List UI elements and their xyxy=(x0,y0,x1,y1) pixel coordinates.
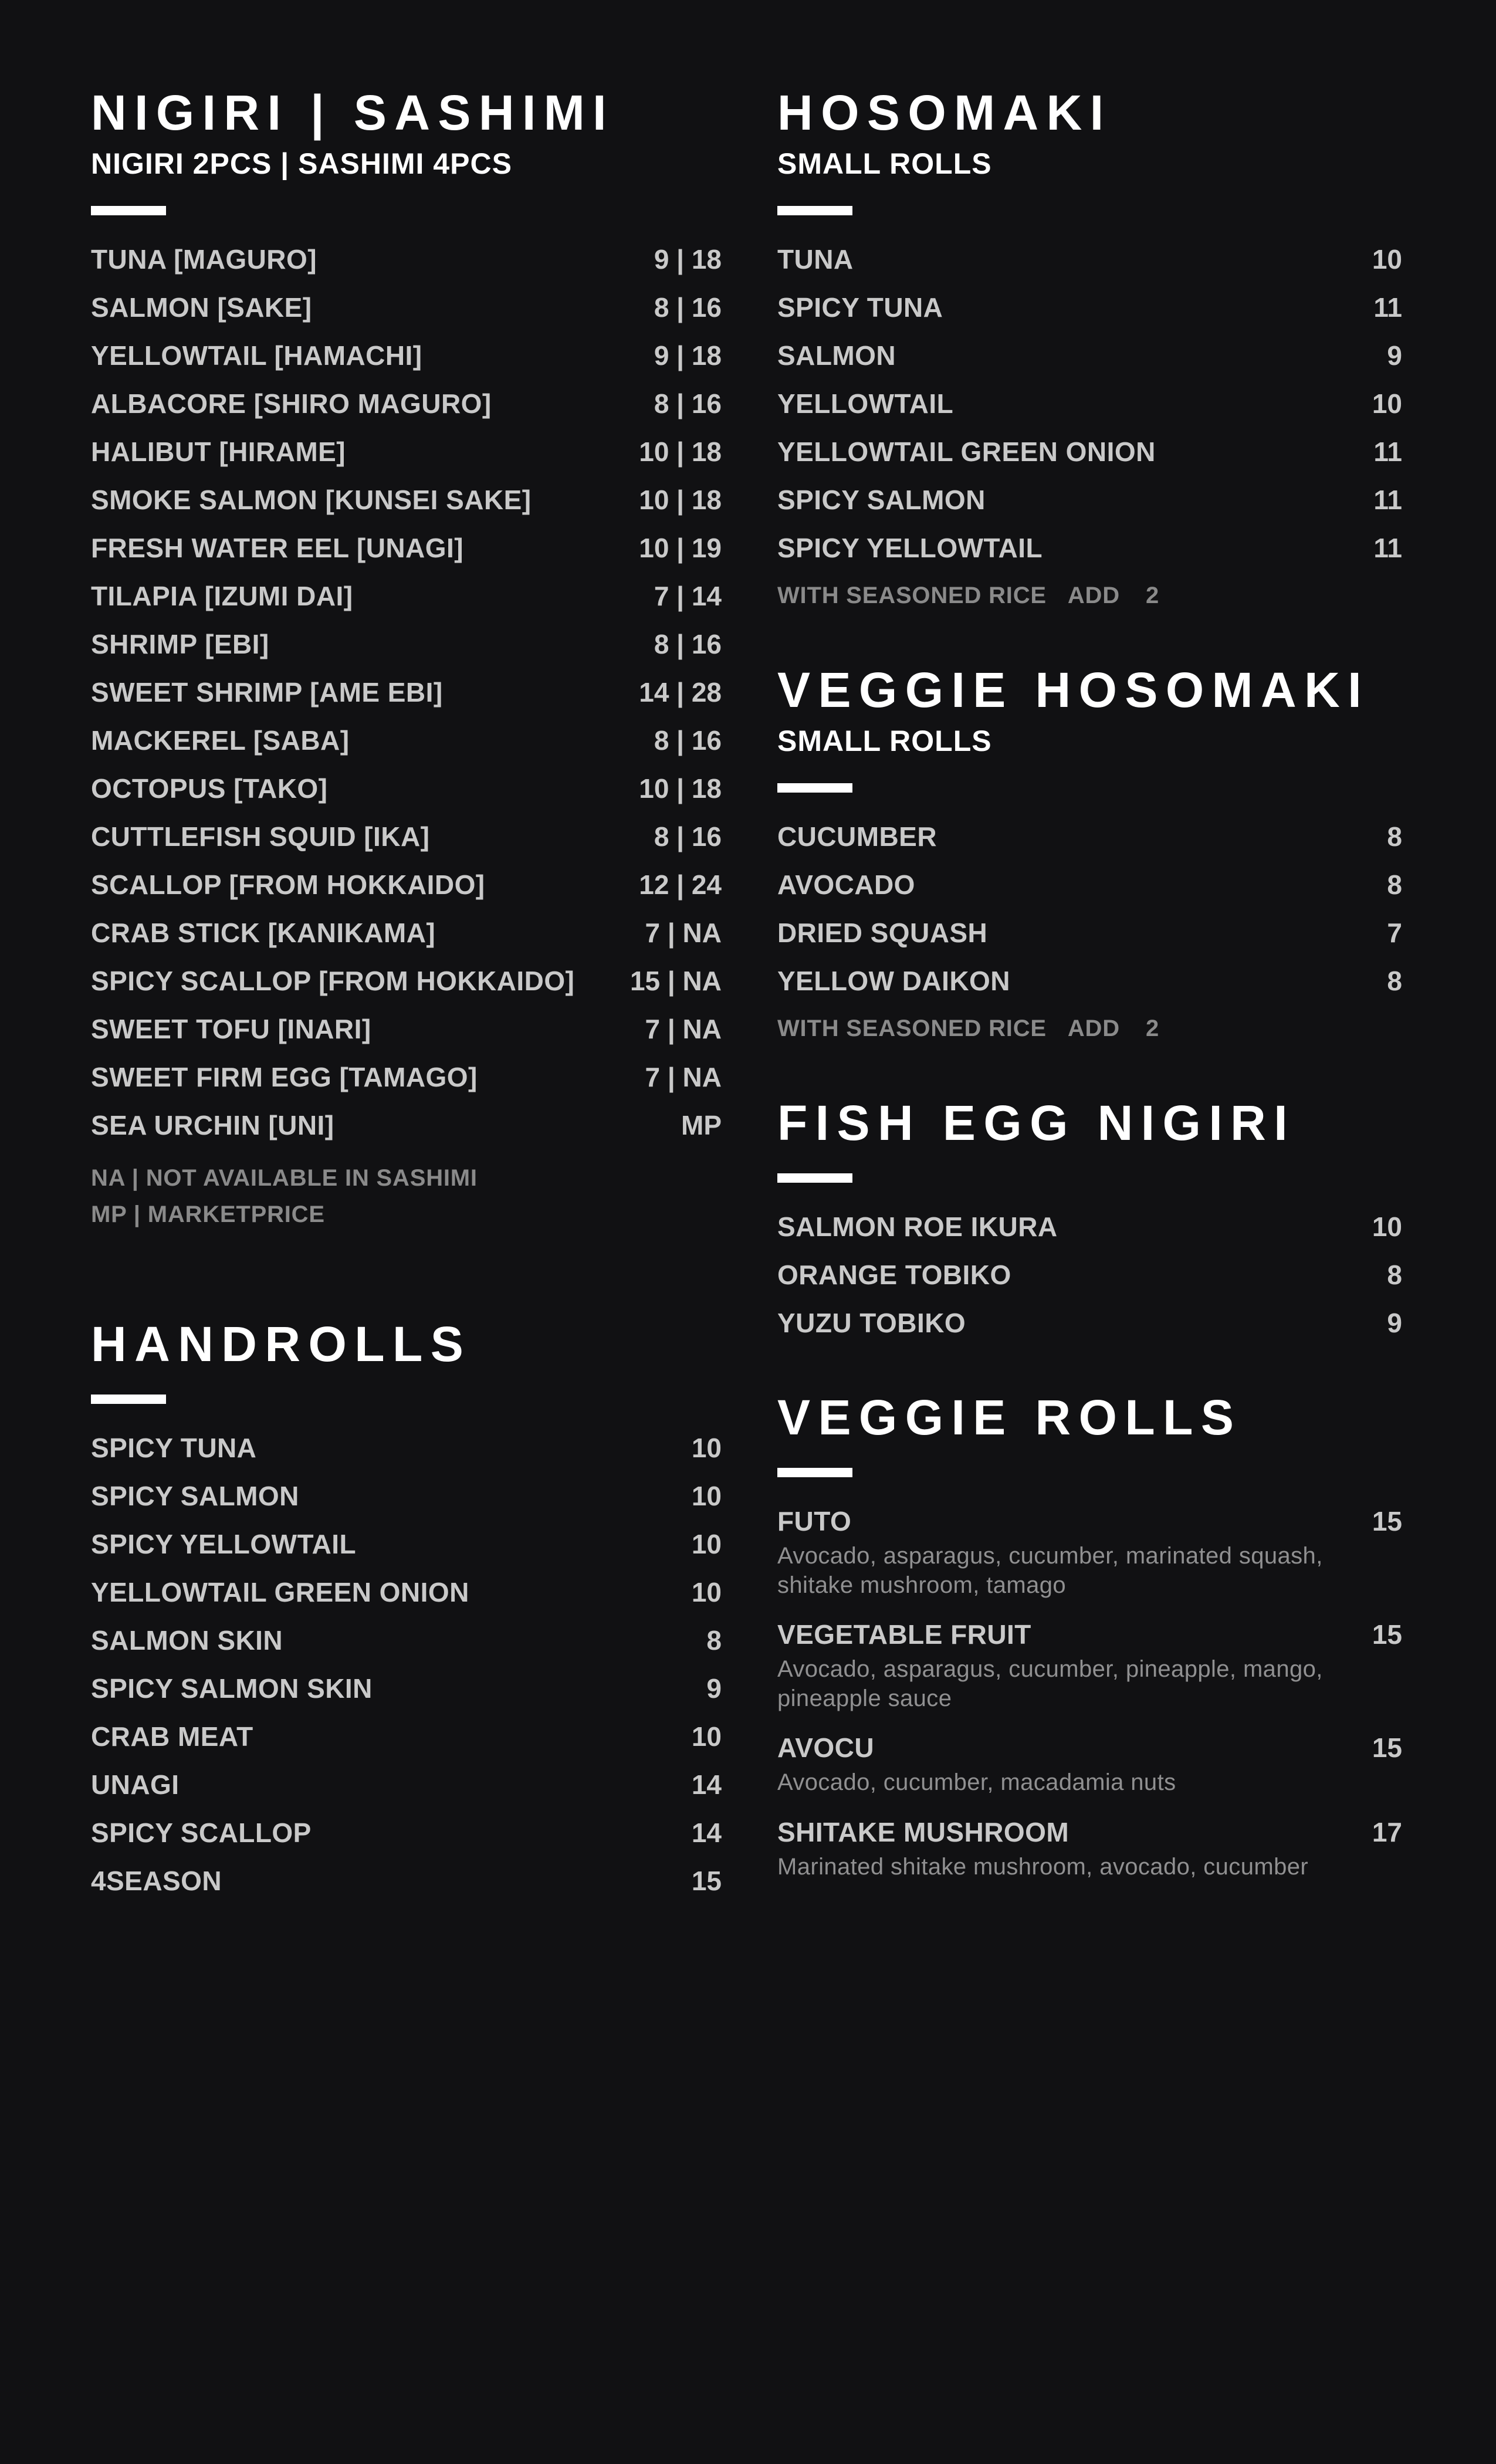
menu-item-name: ORANGE TOBIKO xyxy=(777,1260,1011,1290)
menu-item-name: YELLOWTAIL GREEN ONION xyxy=(777,436,1156,467)
menu-item-name: VEGETABLE FRUIT xyxy=(777,1619,1031,1650)
menu-item-price: 7 | 14 xyxy=(654,581,722,611)
menu-item-name: YUZU TOBIKO xyxy=(777,1308,966,1338)
menu-item-row xyxy=(777,246,1402,273)
menu-item-row xyxy=(777,1732,1402,1764)
menu-item-name: HALIBUT [HIRAME] xyxy=(91,436,346,467)
menu-item-name: YELLOW DAIKON xyxy=(777,966,1010,996)
menu-item-name: AVOCADO xyxy=(777,869,915,900)
menu-item-name: SWEET FIRM EGG [TAMAGO] xyxy=(91,1062,478,1092)
menu-item-price: 8 xyxy=(1387,966,1402,996)
menu-item-row xyxy=(777,390,1402,417)
menu-item-row xyxy=(91,1579,722,1606)
section-note-line: MP | MARKETPRICE xyxy=(91,1201,325,1227)
menu-item-price: 8 | 16 xyxy=(654,629,722,659)
menu-item xyxy=(91,727,722,754)
menu-item-price: 7 | NA xyxy=(645,1014,722,1044)
menu-item-row xyxy=(777,871,1402,898)
menu-item xyxy=(91,342,722,369)
menu-item-name: SCALLOP [FROM HOKKAIDO] xyxy=(91,869,485,900)
menu-item xyxy=(91,1483,722,1509)
menu-item-price: 9 | 18 xyxy=(654,244,722,275)
menu-item-row xyxy=(91,342,722,369)
menu-item-row xyxy=(91,438,722,465)
section-underline xyxy=(91,206,166,215)
section-title: NIGIRI | SASHIMI xyxy=(91,85,614,140)
menu-item-row xyxy=(91,1675,722,1702)
menu-item-row xyxy=(777,438,1402,465)
menu-item-price: 11 xyxy=(1373,292,1402,323)
menu-item-name: YELLOWTAIL [HAMACHI] xyxy=(91,340,422,371)
menu-item-name: TUNA [MAGURO] xyxy=(91,244,317,275)
menu-item-name: CRAB STICK [KANIKAMA] xyxy=(91,918,436,948)
menu-item xyxy=(91,486,722,513)
menu-section-nigiri-sashimi xyxy=(91,85,722,1233)
menu-item-price: 9 xyxy=(1387,340,1402,371)
menu-item-name: FUTO xyxy=(777,1506,852,1536)
menu-item-row xyxy=(91,1819,722,1846)
section-underline xyxy=(777,783,852,793)
menu-item-name: SEA URCHIN [UNI] xyxy=(91,1110,334,1140)
menu-item-price: 8 xyxy=(1387,821,1402,852)
menu-item-row xyxy=(777,1309,1402,1336)
menu-item xyxy=(777,1734,1402,1798)
menu-item xyxy=(777,342,1402,369)
menu-item-row xyxy=(777,1816,1402,1847)
menu-item-name: DRIED SQUASH xyxy=(777,918,988,948)
menu-item xyxy=(91,390,722,417)
menu-item-price: 14 xyxy=(691,1817,722,1848)
menu-item xyxy=(777,294,1402,321)
menu-item-price: 15 xyxy=(691,1866,722,1896)
menu-item-price: 11 xyxy=(1373,485,1402,515)
menu-item-price: 10 xyxy=(691,1721,722,1752)
menu-item-price: 8 | 16 xyxy=(654,388,722,419)
menu-item-name: TUNA xyxy=(777,244,854,275)
menu-item-price: 10 xyxy=(691,1481,722,1511)
menu-item-row xyxy=(91,1771,722,1798)
menu-item xyxy=(91,246,722,273)
menu-item-price: 8 xyxy=(706,1625,722,1656)
menu-item-name: FRESH WATER EEL [UNAGI] xyxy=(91,533,463,563)
menu-item-row xyxy=(777,1508,1402,1535)
menu-item-row xyxy=(91,1112,722,1139)
menu-item-price: 10 | 18 xyxy=(639,436,722,467)
menu-item-row xyxy=(91,390,722,417)
menu-item-name: CUCUMBER xyxy=(777,821,937,852)
menu-item xyxy=(91,294,722,321)
menu-item xyxy=(91,1771,722,1798)
seasoned-rice-add-label: ADD xyxy=(1067,583,1120,608)
menu-item-name: SHRIMP [EBI] xyxy=(91,629,269,659)
menu-item-name: SMOKE SALMON [KUNSEI SAKE] xyxy=(91,485,532,515)
menu-item xyxy=(777,486,1402,513)
menu-item xyxy=(777,967,1402,994)
menu-section-veggie-hosomaki xyxy=(777,662,1402,1042)
menu-item xyxy=(91,775,722,802)
menu-item-row xyxy=(777,1261,1402,1288)
menu-item xyxy=(777,534,1402,561)
seasoned-rice-add-label: ADD xyxy=(1067,1016,1120,1041)
menu-item xyxy=(91,1112,722,1139)
menu-item-price: 10 | 18 xyxy=(639,773,722,804)
menu-item-row xyxy=(91,583,722,610)
section-note-line: NA | NOT AVAILABLE IN SASHIMI xyxy=(91,1165,478,1191)
menu-item-name: YELLOWTAIL xyxy=(777,388,954,419)
menu-item-price: 10 xyxy=(1372,388,1402,419)
section-subtitle: SMALL ROLLS xyxy=(777,725,992,757)
menu-item-description: Avocado, asparagus, cucumber, marinated squash, shitake mushroom, tamago xyxy=(777,1543,1323,1598)
menu-item-name: SALMON xyxy=(777,340,896,371)
menu-item-price: 8 xyxy=(1387,869,1402,900)
menu-item-price: 9 xyxy=(706,1673,722,1704)
menu-item-row xyxy=(777,294,1402,321)
menu-item-name: ALBACORE [SHIRO MAGURO] xyxy=(91,388,492,419)
section-title: HOSOMAKI xyxy=(777,85,1112,140)
menu-item-price: 11 xyxy=(1373,436,1402,467)
menu-item-row xyxy=(91,1016,722,1043)
menu-item-name: MACKEREL [SABA] xyxy=(91,725,350,756)
menu-item xyxy=(91,583,722,610)
menu-item-price: 8 | 16 xyxy=(654,725,722,756)
section-title: HANDROLLS xyxy=(91,1316,472,1372)
section-title: VEGGIE HOSOMAKI xyxy=(777,662,1370,717)
menu-item-name: SALMON ROE IKURA xyxy=(777,1211,1058,1242)
menu-item xyxy=(777,1261,1402,1288)
menu-item xyxy=(777,823,1402,850)
menu-item-name: UNAGI xyxy=(91,1769,180,1800)
menu-item xyxy=(91,871,722,898)
menu-item-name: SALMON SKIN xyxy=(91,1625,283,1656)
menu-item-row xyxy=(91,871,722,898)
menu-item-row xyxy=(777,967,1402,994)
menu-item xyxy=(91,1531,722,1558)
menu-item xyxy=(91,1867,722,1894)
menu-item-name: CUTTLEFISH SQUID [IKA] xyxy=(91,821,430,852)
menu-item-row xyxy=(91,775,722,802)
menu-section-veggie-rolls xyxy=(777,1390,1402,1882)
menu-item-row xyxy=(777,342,1402,369)
menu-item-row xyxy=(91,294,722,321)
seasoned-rice-note xyxy=(777,1016,1402,1042)
menu-section-handrolls xyxy=(91,1316,722,1896)
menu-item-price: 10 xyxy=(691,1577,722,1607)
menu-item-price: 7 | NA xyxy=(645,918,722,948)
seasoned-rice-add-price: 2 xyxy=(1145,583,1159,608)
menu-item-name: SPICY SALMON xyxy=(91,1481,299,1511)
menu-item xyxy=(777,1309,1402,1336)
menu-item-price: 11 xyxy=(1373,533,1402,563)
menu-item-row xyxy=(91,679,722,706)
menu-item-price: 9 xyxy=(1387,1308,1402,1338)
menu-item xyxy=(91,631,722,658)
menu-item-row xyxy=(91,919,722,946)
section-items xyxy=(777,823,1402,994)
menu-item xyxy=(91,823,722,850)
menu-item-description: Avocado, asparagus, cucumber, pineapple, mango, pineapple sauce xyxy=(777,1656,1323,1711)
menu-item-name: SWEET TOFU [INARI] xyxy=(91,1014,371,1044)
menu-item xyxy=(777,390,1402,417)
menu-item xyxy=(777,1213,1402,1240)
seasoned-rice-add-price: 2 xyxy=(1145,1016,1159,1041)
menu-item-price: 7 xyxy=(1387,918,1402,948)
menu-item-price: 8 xyxy=(1387,1260,1402,1290)
section-items xyxy=(777,1213,1402,1336)
menu-item-row xyxy=(91,727,722,754)
menu-item-price: 15 | NA xyxy=(629,966,722,996)
menu-item xyxy=(777,1816,1402,1882)
menu-item-row xyxy=(91,823,722,850)
menu-item xyxy=(91,1723,722,1750)
section-underline xyxy=(777,1173,852,1183)
menu-item-name: SPICY SALMON SKIN xyxy=(91,1673,373,1704)
menu-item xyxy=(91,919,722,946)
menu-item-row xyxy=(91,967,722,994)
menu-item-row xyxy=(91,631,722,658)
menu-item xyxy=(91,1064,722,1091)
menu-item-name: SPICY TUNA xyxy=(777,292,943,323)
section-title: FISH EGG NIGIRI xyxy=(777,1095,1295,1150)
menu-item xyxy=(777,1508,1402,1600)
menu-item-row xyxy=(91,1483,722,1509)
menu-item-price: 10 xyxy=(1372,244,1402,275)
menu-item-row xyxy=(91,1434,722,1461)
seasoned-rice-label: WITH SEASONED RICE xyxy=(777,583,1047,608)
menu-item-price: 15 xyxy=(1372,1619,1402,1650)
menu-item xyxy=(777,1621,1402,1713)
menu-item-row xyxy=(91,1867,722,1894)
menu-section-hosomaki xyxy=(777,85,1402,609)
menu-item-name: AVOCU xyxy=(777,1732,875,1764)
menu-item-price: 15 xyxy=(1372,1506,1402,1536)
menu-item-price: 14 xyxy=(691,1769,722,1800)
section-notes xyxy=(91,1160,722,1233)
section-title: VEGGIE ROLLS xyxy=(777,1390,1242,1445)
menu-item xyxy=(777,246,1402,273)
menu-item xyxy=(91,967,722,994)
menu-item-row xyxy=(91,1627,722,1654)
seasoned-rice-label: WITH SEASONED RICE xyxy=(777,1016,1047,1041)
menu-item-row xyxy=(91,1064,722,1091)
menu-item-name: 4SEASON xyxy=(91,1866,222,1896)
menu-item-name: SPICY YELLOWTAIL xyxy=(777,533,1043,563)
menu-item-description: Avocado, cucumber, macadamia nuts xyxy=(777,1769,1176,1796)
menu-item-price: 9 | 18 xyxy=(654,340,722,371)
menu-item-description: Marinated shitake mushroom, avocado, cucumber xyxy=(777,1853,1309,1880)
menu-item-row xyxy=(91,1723,722,1750)
menu-item-price: 10 xyxy=(691,1529,722,1559)
menu-item-row xyxy=(91,1531,722,1558)
section-underline xyxy=(777,1468,852,1477)
menu-item-name: TILAPIA [IZUMI DAI] xyxy=(91,581,353,611)
menu-item-price: 17 xyxy=(1372,1816,1402,1847)
menu-item-name: YELLOWTAIL GREEN ONION xyxy=(91,1577,469,1607)
section-underline xyxy=(777,206,852,215)
menu-item xyxy=(91,1579,722,1606)
section-subtitle: NIGIRI 2PCS | SASHIMI 4PCS xyxy=(91,147,512,180)
menu-item xyxy=(91,1016,722,1043)
menu-item xyxy=(91,1675,722,1702)
section-items xyxy=(777,1508,1402,1882)
menu-item-row xyxy=(777,823,1402,850)
menu-item-name: CRAB MEAT xyxy=(91,1721,253,1752)
menu-item-row xyxy=(91,534,722,561)
menu-item xyxy=(91,1434,722,1461)
menu-item-name: SWEET SHRIMP [AME EBI] xyxy=(91,677,443,708)
menu-item-name: SPICY YELLOWTAIL xyxy=(91,1529,357,1559)
menu-item-row xyxy=(777,1213,1402,1240)
menu-item-price: 10 xyxy=(691,1433,722,1463)
menu-item xyxy=(91,679,722,706)
menu-item xyxy=(91,534,722,561)
menu-column-left xyxy=(91,85,722,1951)
menu-item-row xyxy=(777,919,1402,946)
menu-item-price: 14 | 28 xyxy=(639,677,722,708)
menu-item-name: OCTOPUS [TAKO] xyxy=(91,773,328,804)
menu-item-price: 10 | 18 xyxy=(639,485,722,515)
section-underline xyxy=(91,1395,166,1404)
menu-item-price: 12 | 24 xyxy=(639,869,722,900)
menu-item-row xyxy=(777,486,1402,513)
menu-column-right xyxy=(777,85,1402,1938)
menu-item xyxy=(91,1819,722,1846)
menu-item-price: 10 xyxy=(1372,1211,1402,1242)
menu-item-row xyxy=(777,1621,1402,1648)
menu-item-row xyxy=(91,246,722,273)
menu-item-name: SPICY TUNA xyxy=(91,1433,257,1463)
menu-item xyxy=(777,438,1402,465)
menu-item-name: SALMON [SAKE] xyxy=(91,292,312,323)
menu-item-name: SHITAKE MUSHROOM xyxy=(777,1816,1069,1847)
section-items xyxy=(91,1434,722,1894)
menu-item xyxy=(777,871,1402,898)
menu-item-name: SPICY SCALLOP [FROM HOKKAIDO] xyxy=(91,966,575,996)
menu-item-price: 8 | 16 xyxy=(654,292,722,323)
menu-item-name: SPICY SALMON xyxy=(777,485,986,515)
section-subtitle: SMALL ROLLS xyxy=(777,147,992,180)
menu-item-price: 15 xyxy=(1372,1732,1402,1764)
menu-section-fish-egg-nigiri xyxy=(777,1095,1402,1338)
section-items xyxy=(777,246,1402,561)
menu-item xyxy=(91,1627,722,1654)
menu-item xyxy=(91,438,722,465)
seasoned-rice-note xyxy=(777,583,1402,609)
section-items xyxy=(91,246,722,1139)
menu-item-name: SPICY SCALLOP xyxy=(91,1817,312,1848)
menu-item xyxy=(777,919,1402,946)
menu-item-price: 10 | 19 xyxy=(639,533,722,563)
menu-item-row xyxy=(91,486,722,513)
menu-item-row xyxy=(777,534,1402,561)
menu-item-price: 7 | NA xyxy=(645,1062,722,1092)
menu-item-price: MP xyxy=(681,1110,722,1140)
menu-item-price: 8 | 16 xyxy=(654,821,722,852)
